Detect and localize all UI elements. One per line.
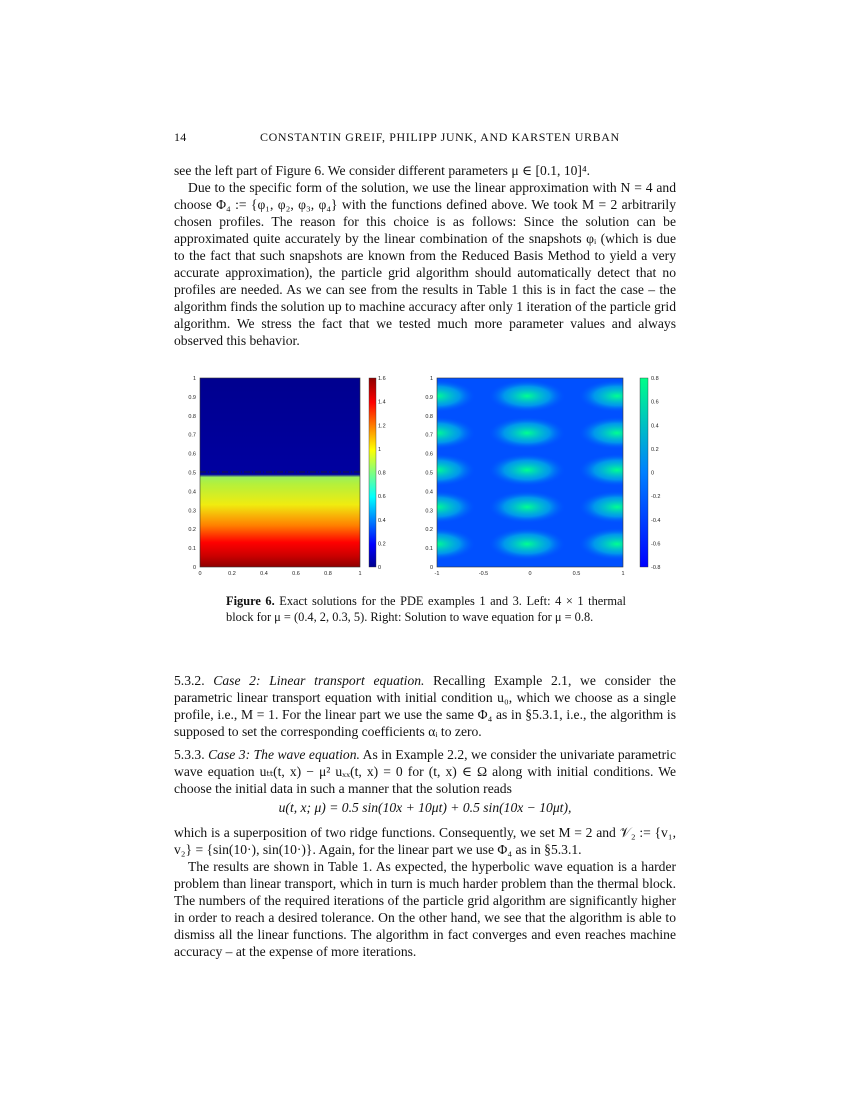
y-tick-label: 0.5 <box>425 470 433 477</box>
section-5-3-2 <box>174 672 676 740</box>
section-533-title: Case 3: The wave equation. <box>208 747 360 762</box>
y-tick-label: 0.9 <box>425 394 433 401</box>
y-tick-label: 0.4 <box>188 489 196 496</box>
section-532-number: 5.3.2. <box>174 673 205 688</box>
wave-crest <box>489 528 565 560</box>
y-tick-label: 0.6 <box>188 451 196 458</box>
y-tick-label: 1 <box>429 376 433 382</box>
right-x-ticks <box>435 571 625 577</box>
y-tick-label: 0 <box>429 565 433 571</box>
section-532-body: Recalling Example 2.1, we consider the parametric linear transport equation with initial condition u₀, which we choose as a single profile, i.e., M = 1. For the linear part we use the same Φ₄ as in §5.3.1, i.e., the algorithm is supposed to set the corresponding coefficients αᵢ to zero. <box>174 673 676 739</box>
wave-crest <box>489 380 565 412</box>
colorbar-tick-label: 0.2 <box>651 446 659 453</box>
right-y-ticks <box>425 376 433 571</box>
wave-crest <box>489 491 565 523</box>
results-paragraph: The results are shown in Table 1. As expected, the hyperbolic wave equation is a harder problem than linear transport, which in turn is much harder problem than the thermal block. The numbers of the required iterations of the particle grid algorithm are significantly higher in order to reach a desired tolerance. On the other hand, we see that the algorithm is able to dismiss all the linear functions. The algorithm in fact converges and even reaches machine accuracy – at the expense of more iterations. <box>174 859 676 959</box>
y-tick-label: 0.1 <box>188 546 196 553</box>
colorbar-tick-label: -0.8 <box>651 565 661 571</box>
y-tick-label: 0.3 <box>425 508 433 515</box>
colorbar-tick-label: 1 <box>378 446 382 453</box>
paragraph-1: see the left part of Figure 6. We consider different parameters μ ∈ [0.1, 10]⁴. <box>174 163 591 178</box>
colorbar-tick-label: 0.2 <box>378 541 386 548</box>
display-equation: u(t, x; μ) = 0.5 sin(10x + 10μt) + 0.5 sin(10x − 10μt), <box>278 800 572 815</box>
left-x-ticks <box>198 571 361 577</box>
section-533-number: 5.3.3. <box>174 747 205 762</box>
colorbar-tick-label: 0.4 <box>651 423 659 430</box>
y-tick-label: 0.8 <box>425 413 433 420</box>
y-tick-label: 1 <box>192 376 196 382</box>
author-line: CONSTANTIN GREIF, PHILIPP JUNK, AND KARSTEN URBAN <box>260 130 620 144</box>
wave-field <box>399 378 655 597</box>
paragraph-2: Due to the specific form of the solution, we use the linear approximation with N = 4 and choose Φ₄ := {φ₁, φ₂, φ₃, φ₄} with the functions defined above. We took M = 2 arbitrarily chosen profiles. The reason for this choice is as follows: Since the solution can be approximated quite accurately by the linear combination of the snapshots φᵢ (which is due to the fact that such snapshots are known from the Reduced Basis Method to yield a very accurate approximation), the particle grid algorithm should automatically detect that no profiles are needed. As we can see from the results in Table 1 this is in fact the case – the algorithm finds the solution up to machine accuracy after only 1 iteration of the particle grid algorithm. We stress the fact that we tested much more parameter values and always observed this behavior. <box>174 180 676 348</box>
section-532-title: Case 2: Linear transport equation. <box>213 673 425 688</box>
section-533-continued <box>174 824 676 960</box>
y-tick-label: 0.6 <box>425 451 433 458</box>
y-tick-label: 0 <box>192 565 196 571</box>
colorbar-tick-label: 1.6 <box>378 376 386 382</box>
colorbar-tick-label: 0.6 <box>651 399 659 406</box>
y-tick-label: 0.8 <box>188 413 196 420</box>
y-tick-label: 0.1 <box>425 546 433 553</box>
right-colorbar-ticks <box>651 376 660 571</box>
thermal-field <box>200 378 360 567</box>
figure-caption <box>226 593 626 625</box>
y-tick-label: 0.9 <box>188 394 196 401</box>
x-tick-label: 0 <box>198 571 202 577</box>
colorbar-tick-label: 1.4 <box>378 399 386 406</box>
figure-label: Figure 6. <box>226 594 275 608</box>
y-tick-label: 0.2 <box>425 527 433 534</box>
right-plot <box>399 376 660 597</box>
colorbar-tick-label: 0 <box>651 470 655 477</box>
colorbar-tick-label: -0.4 <box>651 517 661 524</box>
y-tick-label: 0.4 <box>425 489 433 496</box>
colorbar-tick-label: -0.2 <box>651 494 661 501</box>
right-colorbar <box>640 378 648 567</box>
figure-caption-text: Exact solutions for the PDE examples 1 and 3. Left: 4 × 1 thermal block for μ = (0.4, 2, 0.3, 5). Right: Solution to wave equation for μ = 0.8. <box>226 594 626 624</box>
left-colorbar <box>369 378 376 567</box>
colorbar-tick-label: 0 <box>378 565 382 571</box>
y-tick-label: 0.2 <box>188 527 196 534</box>
colorbar-tick-label: 0.6 <box>378 494 386 501</box>
x-tick-label: 0 <box>528 571 532 577</box>
left-y-ticks <box>188 376 196 571</box>
left-colorbar-ticks <box>378 376 386 571</box>
left-plot <box>188 376 385 577</box>
colorbar-tick-label: 0.8 <box>651 376 659 382</box>
colorbar-tick-label: 1.2 <box>378 423 386 430</box>
page-number: 14 <box>174 130 187 144</box>
y-tick-label: 0.3 <box>188 508 196 515</box>
x-tick-label: -0.5 <box>478 571 489 577</box>
y-tick-label: 0.5 <box>188 470 196 477</box>
colorbar-tick-label: 0.8 <box>378 470 386 477</box>
x-tick-label: 0.6 <box>292 571 300 577</box>
y-tick-label: 0.7 <box>425 432 433 439</box>
colorbar-tick-label: 0.4 <box>378 517 386 524</box>
x-tick-label: 1 <box>621 571 625 577</box>
wave-crest <box>489 417 565 449</box>
colorbar-tick-label: -0.6 <box>651 541 661 548</box>
x-tick-label: -1 <box>434 571 440 577</box>
x-tick-label: 0.2 <box>228 571 236 577</box>
section-533-body: As in Example 2.2, we consider the univariate parametric wave equation uₜₜ(t, x) − μ² uₓₓ(t, x) = 0 for (t, x) ∈ Ω along with initial conditions. We choose the initial data in such a manner that the solution reads <box>174 747 676 796</box>
after-equation-text: which is a superposition of two ridge functions. Consequently, we set M = 2 and 𝒱₂ := {v₁, v₂} = {sin(10·), sin(10·)}. Again, for the linear part we use Φ₄ as in §5.3.1. <box>174 825 676 857</box>
section-5-3-3 <box>174 746 676 797</box>
x-tick-label: 1 <box>358 571 362 577</box>
x-tick-label: 0.5 <box>572 571 581 577</box>
y-tick-label: 0.7 <box>188 432 196 439</box>
x-tick-label: 0.4 <box>260 571 268 577</box>
x-tick-label: 0.8 <box>324 571 332 577</box>
wave-crest <box>489 454 565 486</box>
